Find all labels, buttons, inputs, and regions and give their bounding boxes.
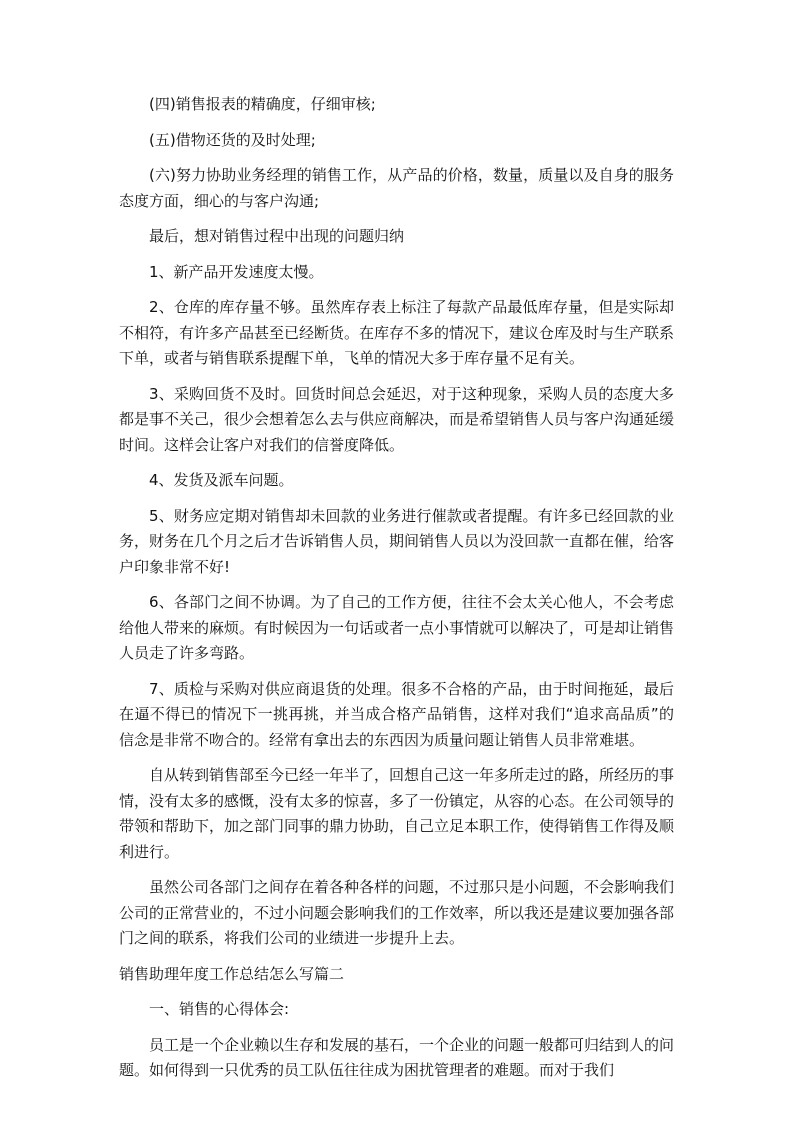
paragraph-issue-1: 1、新产品开发速度太慢。 bbox=[149, 262, 324, 281]
paragraph-issue-5: 5、财务应定期对销售却未回款的业务进行催款或者提醒。有许多已经回款的业务，财务在几个月之后才告诉销售人员，期间销售人员以为没回款一直都在催，给客户印象非常不好! bbox=[119, 506, 675, 576]
paragraph-reflection: 自从转到销售部至今已经一年半了，回想自己这一年多所走过的路，所经历的事情，没有太多的感慨，没有太多的惊喜，多了一份镇定，从容的心态。在公司领导的带领和帮助下，加之部门同事的鼎力协助，自己立足本职工作，使得销售工作得及顺利进行。 bbox=[119, 766, 675, 861]
document-page bbox=[119, 92, 674, 1084]
paragraph-issue-7: 7、质检与采购对供应商退货的处理。很多不合格的产品，由于时间拖延，最后在逼不得已的情况下一挑再挑，并当成合格产品销售，这样对我们“追求高品质”的信念是非常不吻合的。经常有拿出去的东西因为质量问题让销售人员非常难堪。 bbox=[119, 679, 674, 749]
subsection-heading: 一、销售的心得体会: bbox=[149, 1000, 290, 1018]
paragraph-item-4-report-accuracy: (四)销售报表的精确度，仔细审核; bbox=[149, 95, 376, 113]
paragraph-summary-intro: 最后，想对销售过程中出现的问题归纳 bbox=[149, 227, 405, 245]
paragraph-item-5-borrowed-goods: (五)借物还货的及时处理; bbox=[149, 130, 316, 149]
paragraph-item-6-assist-manager: (六)努力协助业务经理的销售工作，从产品的价格，数量，质量以及自身的服务态度方面，细心的与客户沟通; bbox=[119, 166, 674, 210]
paragraph-issue-3: 3、采购回货不及时。回货时间总会延迟，对于这种现象，采购人员的态度大多都是事不关己，很少会想着怎么去与供应商解决，而是希望销售人员与客户沟通延缓时间。这样会让客户对我们的信誉度降低。 bbox=[119, 384, 675, 454]
paragraph-issue-2: 2、仓库的库存量不够。虽然库存表上标注了每款产品最低库存量，但是实际却不相符，有许多产品甚至已经断货。在库存不多的情况下，建议仓库及时与生产联系下单，或者与销售联系提醒下单，飞单的情况大多于库存量不足有关。 bbox=[119, 298, 675, 367]
paragraph-issue-6: 6、各部门之间不协调。为了自己的工作方便，往往不会太关心他人，不会考虑给他人带来的麻烦。有时候因为一句话或者一点小事情就可以解决了，可是却让销售人员走了许多弯路。 bbox=[119, 593, 675, 662]
section-title: 销售助理年度工作总结怎么写篇二 bbox=[119, 964, 345, 983]
paragraph-issue-4: 4、发货及派车问题。 bbox=[149, 471, 294, 489]
paragraph-employees: 员工是一个企业赖以生存和发展的基石，一个企业的问题一般都可归结到人的问题。如何得到一只优秀的员工队伍往往成为困扰管理者的难题。而对于我们 bbox=[119, 1035, 675, 1079]
paragraph-conclusion: 虽然公司各部门之间存在着各种各样的问题，不过那只是小问题，不会影响我们公司的正常营业的，不过小问题会影响我们的工作效率，所以我还是建议要加强各部门之间的联系，将我们公司的业绩进一步提升上去。 bbox=[119, 878, 675, 947]
